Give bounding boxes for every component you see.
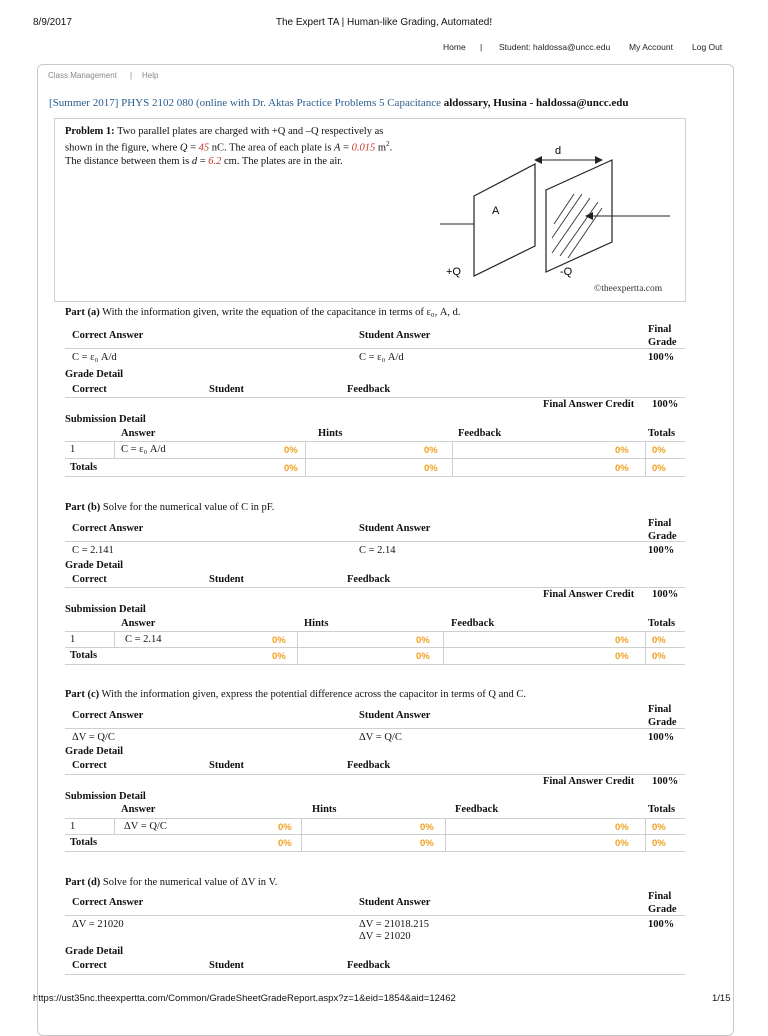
col-correct-answer: Correct Answer <box>72 330 144 341</box>
totals-total-pct: 0% <box>652 651 666 662</box>
answer-total-pct: 0% <box>278 838 292 849</box>
submission-detail-label: Submission Detail <box>65 414 146 425</box>
correct-answer-value: ΔV = Q/C <box>72 732 115 743</box>
totals-pct: 0% <box>652 822 666 833</box>
final-credit-value: 100% <box>652 589 679 600</box>
submission-answer: C = 2.14 <box>125 634 162 645</box>
part-label: Part (b) <box>65 502 101 513</box>
nav-home-link[interactable]: Home <box>443 42 466 52</box>
grade-word: Grade <box>648 531 677 542</box>
col-student: Student <box>209 760 245 771</box>
col-final-grade <box>648 517 677 543</box>
hints-total-pct: 0% <box>420 838 434 849</box>
final-grade-value: 100% <box>648 545 675 556</box>
student-answer-value: C = ε₀ A/d <box>359 352 404 363</box>
col-answer: Answer <box>121 804 156 815</box>
hints-total-pct: 0% <box>424 463 438 474</box>
part-label: Part (c) <box>65 689 100 700</box>
col-feedback: Feedback <box>451 618 495 629</box>
col-correct-answer: Correct Answer <box>72 710 144 721</box>
feedback-total-pct: 0% <box>615 463 629 474</box>
part-c-question <box>65 689 526 700</box>
submission-detail-label: Submission Detail <box>65 604 146 615</box>
final-credit-label: Final Answer Credit <box>543 589 635 600</box>
col-correct: Correct <box>72 384 107 395</box>
hints-pct: 0% <box>424 445 438 456</box>
col-feedback: Feedback <box>347 384 391 395</box>
equals: = <box>199 155 206 167</box>
course-title-link[interactable]: [Summer 2017] PHYS 2102 080 (online with Dr. Aktas Practice Problems 5 Capacitance <box>49 97 441 109</box>
final-word: Final <box>648 891 672 902</box>
student-answer-value: ΔV = 21018.215 <box>359 919 429 930</box>
student-answer-value: C = 2.14 <box>359 545 396 556</box>
label-plus-q: +Q <box>446 266 461 278</box>
col-feedback: Feedback <box>347 574 391 585</box>
nav-logout-link[interactable]: Log Out <box>692 42 723 52</box>
totals-row-label: Totals <box>70 837 98 848</box>
correct-answer-value: ΔV = 21020 <box>72 919 124 930</box>
nav-student-link[interactable]: Student: haldossa@uncc.edu <box>499 42 611 52</box>
grade-detail-label: Grade Detail <box>65 746 124 757</box>
final-grade-value: 100% <box>648 919 675 930</box>
answer-pct: 0% <box>278 822 292 833</box>
label-d: d <box>555 145 562 157</box>
submission-number: 1 <box>70 444 76 455</box>
problem-text: shown in the figure, where <box>65 142 178 154</box>
col-final-grade <box>648 323 677 349</box>
feedback-pct: 0% <box>615 445 629 456</box>
print-date: 8/9/2017 <box>33 17 72 28</box>
feedback-pct: 0% <box>615 822 629 833</box>
problem-label: Problem 1: <box>65 126 115 137</box>
answer-pct: 0% <box>284 445 298 456</box>
course-heading <box>49 97 628 109</box>
d-value: 6.2 <box>208 155 222 167</box>
totals-row-label: Totals <box>70 462 98 473</box>
a-unit: m <box>377 142 387 154</box>
submission-number: 1 <box>70 821 76 832</box>
submission-number: 1 <box>70 634 76 645</box>
problem-statement <box>65 125 415 168</box>
figure-copyright: ©theexpertta.com <box>594 284 663 294</box>
totals-pct: 0% <box>652 445 666 456</box>
col-student: Student <box>209 384 245 395</box>
part-a-question <box>65 307 461 318</box>
student-answer-value-2: ΔV = 21020 <box>359 931 411 942</box>
final-word: Final <box>648 518 672 529</box>
help-link[interactable]: Help <box>142 71 159 80</box>
equals: = <box>190 142 197 154</box>
col-student: Student <box>209 574 245 585</box>
final-grade-value: 100% <box>648 732 675 743</box>
part-question-text: Solve for the numerical value of ΔV in V. <box>102 877 278 888</box>
capacitor-figure <box>440 138 680 298</box>
hints-pct: 0% <box>420 822 434 833</box>
page-url: https://ust35nc.theexpertta.com/Common/GradeSheetGradeReport.aspx?z=1&eid=1854&aid=12462 <box>33 993 456 1004</box>
final-credit-label: Final Answer Credit <box>543 776 635 787</box>
totals-total-pct: 0% <box>652 838 666 849</box>
part-question-text: With the information given, write the equation of the capacitance in terms of ε₀, A, d. <box>102 307 461 318</box>
col-student-answer: Student Answer <box>359 523 431 534</box>
col-student: Student <box>209 960 245 971</box>
col-feedback: Feedback <box>458 428 502 439</box>
col-student-answer: Student Answer <box>359 330 431 341</box>
student-name: aldossary, Husina - haldossa@uncc.edu <box>443 97 629 109</box>
final-credit-value: 100% <box>652 776 679 787</box>
q-symbol: Q <box>179 142 188 154</box>
final-credit-value: 100% <box>652 399 679 410</box>
equals: = <box>343 142 350 154</box>
final-word: Final <box>648 324 672 335</box>
subnav-separator: | <box>130 71 133 80</box>
col-totals: Totals <box>648 428 676 439</box>
page-tab-title: The Expert TA | Human-like Grading, Automated! <box>275 17 493 28</box>
grade-word: Grade <box>648 337 677 348</box>
col-student-answer: Student Answer <box>359 897 431 908</box>
label-minus-q: -Q <box>560 266 573 278</box>
part-question-text: With the information given, express the potential difference across the capacitor in terms of Q and C. <box>101 689 527 700</box>
col-correct-answer: Correct Answer <box>72 897 144 908</box>
correct-answer-value: C = ε₀ A/d <box>72 352 117 363</box>
part-d-question <box>65 877 277 888</box>
totals-row-label: Totals <box>70 650 98 661</box>
positive-plate <box>474 164 535 276</box>
submission-answer: C = ε₀ A/d <box>121 444 166 455</box>
part-label: Part (a) <box>65 307 100 318</box>
answer-pct: 0% <box>272 635 286 646</box>
col-hints: Hints <box>318 428 343 439</box>
col-correct: Correct <box>72 574 107 585</box>
col-correct-answer: Correct Answer <box>72 523 144 534</box>
col-feedback: Feedback <box>347 960 391 971</box>
student-answer-value: ΔV = Q/C <box>359 732 402 743</box>
answer-total-pct: 0% <box>272 651 286 662</box>
grade-detail-label: Grade Detail <box>65 560 124 571</box>
col-feedback: Feedback <box>455 804 499 815</box>
submission-detail-label: Submission Detail <box>65 791 146 802</box>
part-label: Part (d) <box>65 877 101 888</box>
hints-total-pct: 0% <box>416 651 430 662</box>
col-final-grade <box>648 890 677 916</box>
col-correct: Correct <box>72 760 107 771</box>
col-answer: Answer <box>121 618 156 629</box>
correct-answer-value: C = 2.141 <box>72 545 114 556</box>
part-question-text: Solve for the numerical value of C in pF. <box>102 502 275 513</box>
a-symbol: A <box>334 142 341 154</box>
col-totals: Totals <box>648 804 676 815</box>
grade-detail-label: Grade Detail <box>65 369 124 380</box>
answer-total-pct: 0% <box>284 463 298 474</box>
problem-text: cm. The plates are in the air. <box>224 155 343 167</box>
final-credit-label: Final Answer Credit <box>543 399 635 410</box>
totals-total-pct: 0% <box>652 463 666 474</box>
problem-text: nC. The area of each plate is <box>211 142 332 154</box>
nav-account-link[interactable]: My Account <box>629 42 673 52</box>
col-student-answer: Student Answer <box>359 710 431 721</box>
col-feedback: Feedback <box>347 760 391 771</box>
problem-text: The distance between them is <box>65 155 190 167</box>
q-value: 45 <box>198 142 210 154</box>
problem-line-1: Two parallel plates are charged with +Q and –Q respectively as <box>117 126 384 137</box>
a-value: 0.015 <box>351 142 376 154</box>
totals-pct: 0% <box>652 635 666 646</box>
final-grade-value: 100% <box>648 352 675 363</box>
col-correct: Correct <box>72 960 107 971</box>
feedback-total-pct: 0% <box>615 651 629 662</box>
col-hints: Hints <box>312 804 337 815</box>
d-symbol: d <box>191 155 198 167</box>
unit-exponent: 2 <box>386 140 390 148</box>
label-a: A <box>492 205 500 217</box>
page-count: 1/15 <box>712 993 731 1004</box>
final-word: Final <box>648 704 672 715</box>
col-final-grade <box>648 703 677 729</box>
col-totals: Totals <box>648 618 676 629</box>
period: . <box>389 142 393 154</box>
feedback-total-pct: 0% <box>615 838 629 849</box>
grade-word: Grade <box>648 717 677 728</box>
hints-pct: 0% <box>416 635 430 646</box>
col-hints: Hints <box>304 618 329 629</box>
nav-separator: | <box>480 42 483 52</box>
class-management-link[interactable]: Class Management <box>48 71 117 80</box>
grade-word: Grade <box>648 904 677 915</box>
feedback-pct: 0% <box>615 635 629 646</box>
col-answer: Answer <box>121 428 156 439</box>
part-b-question <box>65 502 274 513</box>
grade-detail-label: Grade Detail <box>65 946 124 957</box>
submission-answer: ΔV = Q/C <box>124 821 167 832</box>
